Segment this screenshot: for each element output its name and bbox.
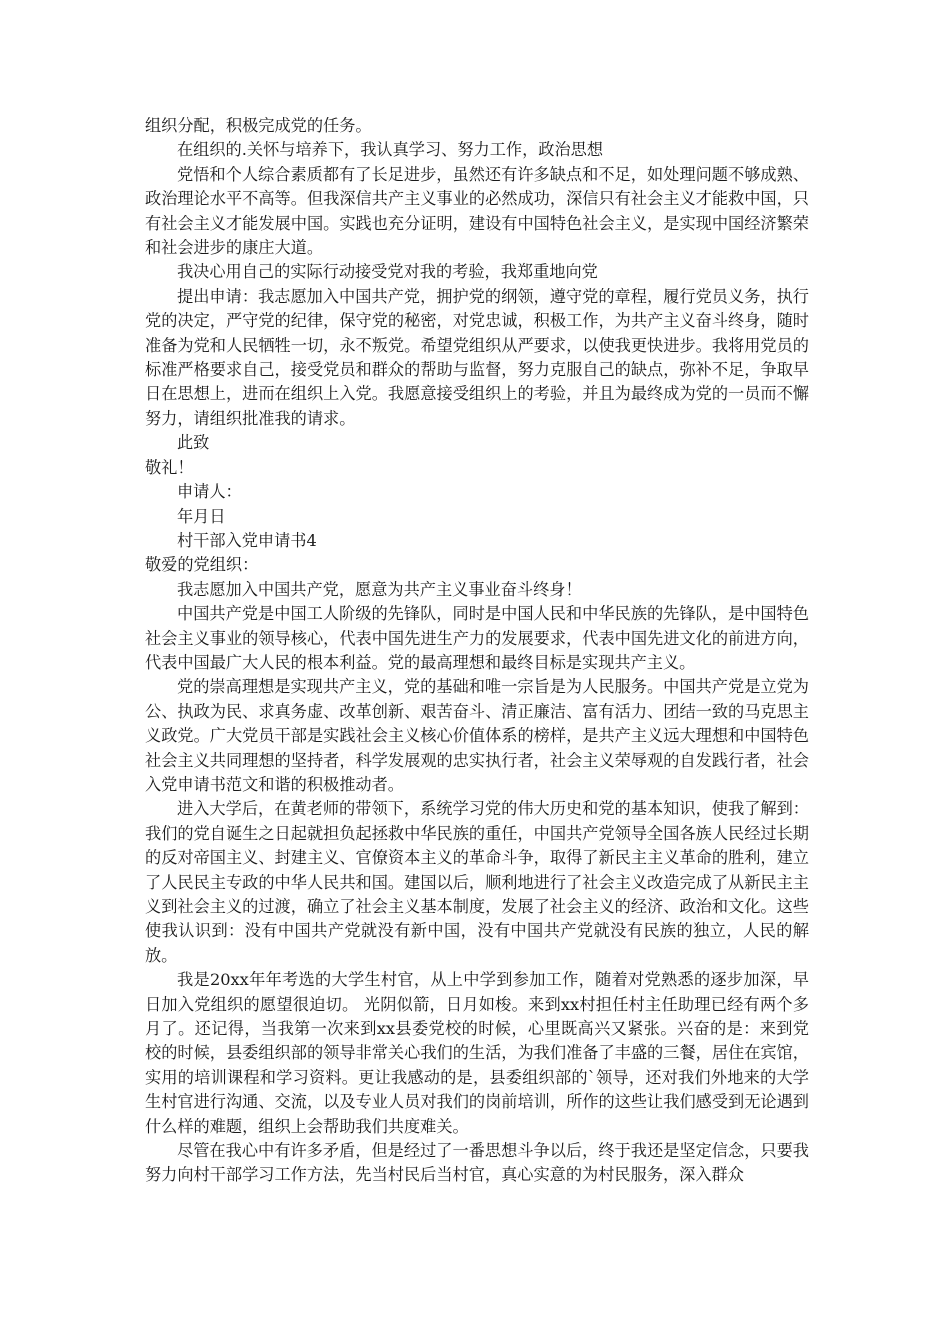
section-title: 村干部入党申请书4 xyxy=(177,530,317,550)
paragraph: 尽管在我心中有许多矛盾，但是经过了一番思想斗争以后，终于我还是坚定信念，只要我努力向村干部学习工作方法，先当村民后当村官，真心实意的为村民服务，深入群众 xyxy=(145,1141,809,1185)
paragraph: 我志愿加入中国共产党，愿意为共产主义事业奋斗终身！ xyxy=(177,579,582,599)
paragraph: 中国共产党是中国工人阶级的先锋队，同时是中国人民和中华民族的先锋队，是中国特色社会主义事业的领导核心，代表中国先进生产力的发展要求，代表中国先进文化的前进方向，代表中国最广大人民的根本利益。党的最高理想和最终目标是实现共产主义。 xyxy=(145,604,809,672)
paragraph: 我决心用自己的实际行动接受党对我的考验，我郑重地向党 xyxy=(177,262,598,282)
paragraph: 在组织的.关怀与培养下，我认真学习、努力工作，政治思想 xyxy=(177,140,604,160)
document-body xyxy=(145,114,809,1188)
paragraph: 进入大学后，在黄老师的带领下，系统学习党的伟大历史和党的基本知识，使我了解到：我们的党自诞生之日起就担负起拯救中华民族的重任，中国共产党领导全国各族人民经过长期的反对帝国主义、封建主义、官僚资本主义的革命斗争，取得了新民主主义革命的胜利，建立了人民民主专政的中华人民共和国。建国以后，顺利地进行了社会主义改造完成了从新民主主义到社会主义的过渡，确立了社会主义基本制度，发展了社会主义的经济、政治和文化。这些使我认识到：没有中国共产党就没有新中国，没有中国共产党就没有民族的独立，人民的解放。 xyxy=(145,799,809,965)
paragraph: 提出申请：我志愿加入中国共产党，拥护党的纲领，遵守党的章程，履行党员义务，执行党的决定，严守党的纪律，保守党的秘密，对党忠诚，积极工作，为共产主义奋斗终身，随时准备为党和人民牺牲一切，永不叛党。希望党组织从严要求，以使我更快进步。我将用党员的标准严格要求自己，接受党员和群众的帮助与监督，努力克服自己的缺点，弥补不足，争取早日在思想上，进而在组织上入党。我愿意接受组织上的考验，并且为最终成为党的一员而不懈努力，请组织批准我的请求。 xyxy=(145,286,809,428)
greeting: 敬爱的党组织： xyxy=(145,555,259,575)
paragraph: 党的崇高理想是实现共产主义，党的基础和唯一宗旨是为人民服务。中国共产党是立党为公、执政为民、求真务虚、改革创新、艰苦奋斗、清正廉洁、富有活力、团结一致的马克思主义政党。广大党员干部是实践社会主义核心价值体系的榜样，是共产主义远大理想和中国特色社会主义共同理想的坚持者，科学发展观的忠实执行者，社会主义荣辱观的自发践行者，社会入党申请书范文和谐的积极推动者。 xyxy=(145,677,809,794)
paragraph: 党悟和个人综合素质都有了长足进步，虽然还有许多缺点和不足，如处理问题不够成熟、政治理论水平不高等。但我深信共产主义事业的必然成功，深信只有社会主义才能救中国，只有社会主义才能发展中国。实践也充分证明，建设有中国特色社会主义，是实现中国经济繁荣和社会进步的康庄大道。 xyxy=(145,164,809,258)
closing-regards: 敬礼！ xyxy=(145,457,194,477)
paragraph: 我是20xx年年考选的大学生村官，从上中学到参加工作，随着对党熟悉的逐步加深，早日加入党组织的愿望很迫切。 光阴似箭，日月如梭。来到xx村担任村主任助理已经有两个多月了。还记得，当我第一次来到xx县委党校的时候，心里既高兴又紧张。兴奋的是：来到党校的时候，县委组织部的领导非常关心我们的生活，为我们准备了丰盛的三餐，居住在宾馆，实用的培训课程和学习资料。更让我感动的是，县委组织部的`领导，还对我们外地来的大学生村官进行沟通、交流，以及专业人员对我们的岗前培训，所作的这些让我们感受到无论遇到什么样的难题，组织上会帮助我们共度难关。 xyxy=(145,970,809,1136)
applicant-label: 申请人： xyxy=(177,482,242,502)
closing-salutation: 此致 xyxy=(177,433,210,453)
date-label: 年月日 xyxy=(177,506,226,526)
paragraph: 组织分配，积极完成党的任务。 xyxy=(145,116,372,135)
